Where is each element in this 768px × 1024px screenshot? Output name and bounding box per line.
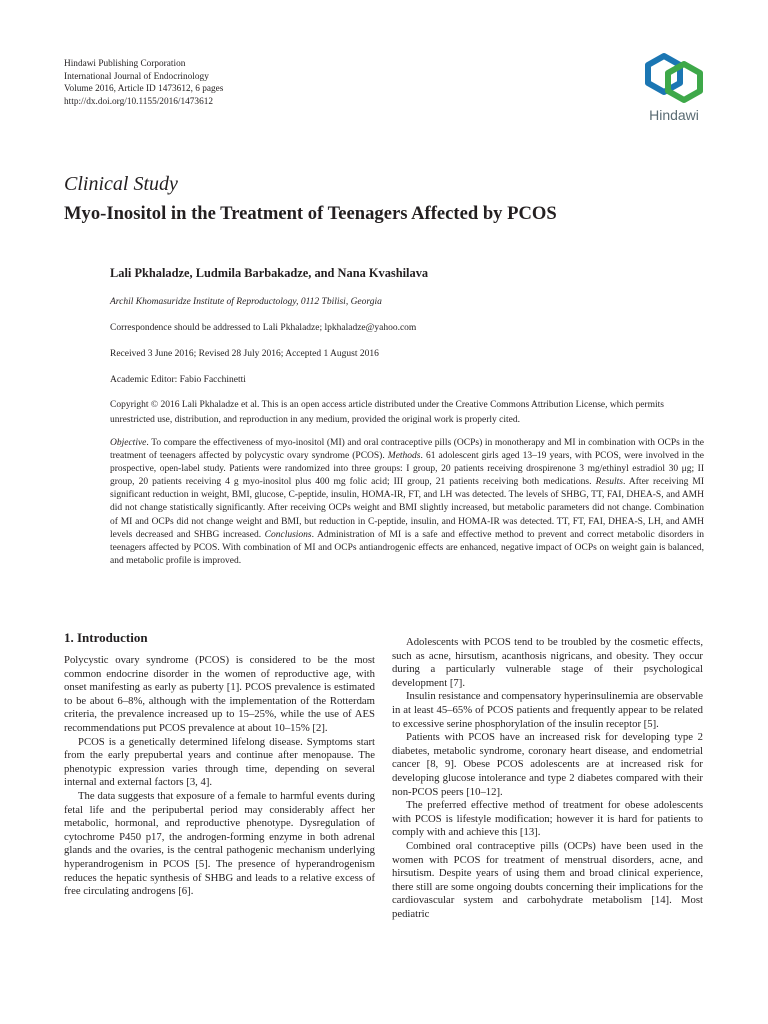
- body-paragraph: Patients with PCOS have an increased risk for developing type 2 diabetes, metabolic syndrome, coronary heart disease, and endometrial cancer [8, 9]. Obese PCOS adolescents are at increased risk for developing glucose intolerance and type 2 diabetes compared with their non-PCOS peers [10–12].: [392, 731, 703, 798]
- abstract-objective-text: . To compare the effectiveness of myo-inositol (MI) and oral contraceptive pills (OCPs) in monotherapy and MI in combination with OCPs in the treatment of teenagers affected by polycystic ovary syndrome (PCOS).: [110, 438, 704, 462]
- body-paragraph: The data suggests that exposure of a female to harmful events during fetal life and the peripubertal period may considerably affect her metabolic, hormonal, and reproductive phenotype. Dysregulation of cytochrome P450 p17, the androgen-forming enzyme in both adrenal glands and the ovaries, is the central pathogenic mechanism underlying hyperandrogenism in PCOS [5]. The presence of hyperandrogenism reduces the hepatic synthesis of SHBG and leads to a relative excess of free circulating androgens [6].: [64, 789, 375, 898]
- abstract-conclusions-text: . Administration of MI is a safe and effective method to prevent and correct metabolic disorders in teenagers affected by PCOS. With combination of MI and OCPs antiandrogenic effects are enhanced, negative impact of OCPs on weight gain is balanced, and metabolic profile is improved.: [110, 529, 705, 566]
- hindawi-logo-icon: [644, 50, 704, 106]
- body-paragraph: PCOS is a genetically determined lifelong disease. Symptoms start from the early prepubertal years and continue after menopause. The phenotypic expression varies through time, depending on several internal and external factors [3, 4].: [64, 735, 375, 789]
- authors: Lali Pkhaladze, Ludmila Barbakadze, and Nana Kvashilava: [110, 266, 429, 280]
- body-paragraph: Insulin resistance and compensatory hyperinsulinemia are observable in at least 45–65% of PCOS patients and frequently appear to be related to excessive serine phosphorylation of the insulin receptor [5].: [392, 690, 703, 730]
- journal-volume: Volume 2016, Article ID 1473612, 6 pages: [64, 84, 224, 95]
- doi-link[interactable]: http://dx.doi.org/10.1155/2016/1473612: [64, 96, 214, 107]
- hindawi-logo-text: Hindawi: [649, 107, 699, 123]
- journal-name: International Journal of Endocrinology: [64, 71, 209, 82]
- abstract-results-label: Results: [595, 477, 624, 488]
- article-type: Clinical Study: [64, 173, 178, 195]
- license-statement: Copyright © 2016 Lali Pkhaladze et al. This is an open access article distributed under the Creative Commons Attribution License, which permits unrestricted use, distribution, and reproduction in any medium, provided the original work is properly cited.: [110, 400, 664, 425]
- body-paragraph: Polycystic ovary syndrome (PCOS) is considered to be the most common endocrine disorder in the women of reproductive age, with onset manifesting as early as puberty [1]. PCOS prevalence is estimated to be about 6–8%, although with the implementation of the Rotterdam criteria, the prevalence increased up to 15–25%, while the use of AES recommendations put PCOS prevalence at about 10–15% [2].: [64, 654, 375, 734]
- abstract-methods-text: . 61 adolescent girls aged 13–19 years, with PCOS, were involved in the prospective, open-label study. Patients were randomized into three groups: I group, 20 patients receiving drospirenone 3 mg/ethinyl estradiol 30 μg; II group, 20 patients receiving 4 g myo-inositol plus 400 mg folic acid; III group, 21 patients receiving both medications.: [110, 451, 704, 488]
- publisher-name: Hindawi Publishing Corporation: [64, 59, 186, 69]
- abstract-conclusions-label: Conclusions: [264, 529, 312, 540]
- academic-editor: Academic Editor: Fabio Facchinetti: [110, 375, 246, 385]
- abstract: [110, 437, 704, 568]
- hindawi-logo: [636, 50, 712, 130]
- body-paragraph: Adolescents with PCOS tend to be troubled by the cosmetic effects, such as acne, hirsutism, acanthosis nigricans, and obesity. They occur during a particularly vulnerable stage of their psychological development [7].: [392, 636, 703, 689]
- abstract-objective-label: Objective: [110, 438, 147, 448]
- body-column-right: [392, 636, 703, 921]
- body-column-left: [64, 630, 375, 899]
- journal-info: [64, 58, 223, 108]
- affiliation: Archil Khomasuridze Institute of Reproductology, 0112 Tbilisi, Georgia: [110, 297, 382, 307]
- article-dates: Received 3 June 2016; Revised 28 July 2016; Accepted 1 August 2016: [110, 349, 379, 359]
- body-paragraph: The preferred effective method of treatment for obese adolescents with PCOS is lifestyle modification; however it is hard for patients to comply with and achieve this [13].: [392, 799, 703, 839]
- abstract-methods-label: Methods: [387, 451, 421, 462]
- abstract-results-text: . After receiving MI significant reduction in weight, BMI, glucose, C-peptide, insulin, HOMA-IR, FT, and LH was detected. The levels of SHBG, TT, FAI, DHEA-S, and AMH did not change statistically significantly. After receiving OCPs weight and BMI slightly increased, but metabolic parameters did not change. Combination of MI and OCPs did not change weight and BMI, but reduction in C-peptide, insulin, and HOMA-IR was detected. TT, FT, FAI, DHEA-S, LH, and AMH levels decreased and SHBG increased.: [110, 477, 705, 540]
- correspondence: Correspondence should be addressed to Lali Pkhaladze; lpkhaladze@yahoo.com: [110, 323, 417, 333]
- article-title: Myo-Inositol in the Treatment of Teenagers Affected by PCOS: [64, 203, 557, 224]
- section-heading-introduction: 1. Introduction: [64, 630, 148, 645]
- body-paragraph: Combined oral contraceptive pills (OCPs) have been used in the women with PCOS for treatment of menstrual disorders, acne, and hirsutism. Despite years of using them and broad clinical experience, there still are some ongoing doubts concerning their implications for the cardiovascular system and carbohydrate metabolism [14]. Most pediatric: [392, 839, 703, 920]
